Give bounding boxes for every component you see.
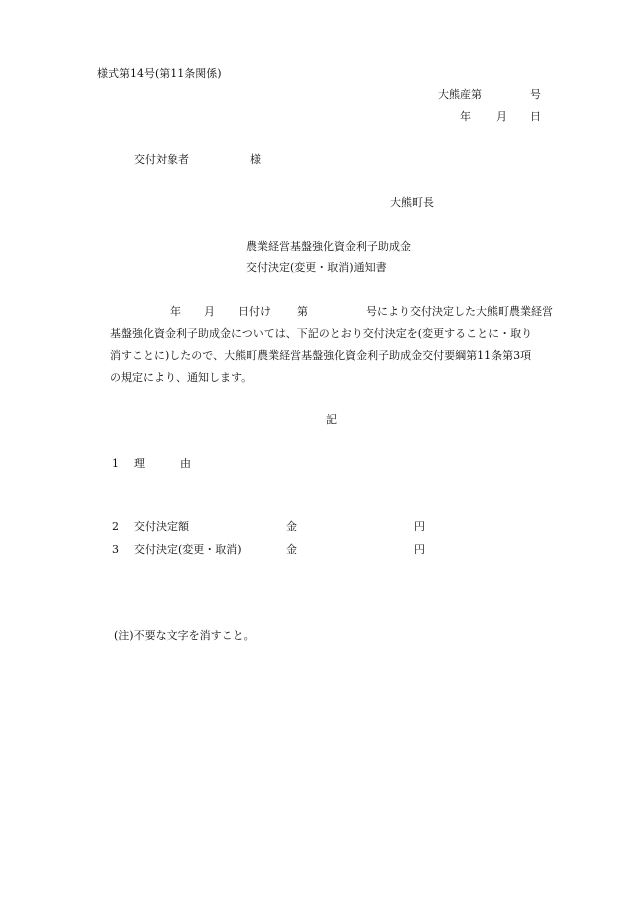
item-2-number: 2 [112,520,119,533]
document-title-line2: 交付決定(変更・取消)通知書 [246,261,387,274]
body-year: 年 [170,305,181,318]
document-title-line1: 農業経営基盤強化資金利子助成金 [246,240,411,253]
date-year: 年 [460,110,471,123]
item-2-label: 交付決定額 [134,520,189,533]
item-1-label-b: 由 [180,457,191,470]
note: (注)不要な文字を消すこと。 [114,629,255,642]
item-3-kin: 金 [286,543,297,556]
reference-number-suffix: 号 [530,88,541,101]
reference-number-prefix: 大熊産第 [438,88,482,101]
body-month: 月 [204,305,215,318]
item-3-yen: 円 [414,543,425,556]
body-number-prefix: 第 [297,305,308,318]
date-day: 日 [530,110,541,123]
ki-heading: 記 [326,413,337,426]
item-1-label-a: 理 [134,457,145,470]
body-paragraph [110,301,580,389]
item-1-number: 1 [112,457,119,470]
body-line-2: 基盤強化資金利子助成金については、下記のとおり交付決定を(変更することに・取り [110,327,533,340]
body-line-1 [110,301,580,323]
body-line-3: 消すことに)したので、大熊町農業経営基盤強化資金利子助成金交付要綱第11条第3項 [110,349,532,362]
body-line-1-rest: 号により交付決定した大熊町農業経営 [366,305,553,318]
addressee-label: 交付対象者 [134,153,189,166]
form-number: 様式第14号(第11条関係) [97,67,222,80]
addressee-honorific: 様 [250,153,261,166]
item-2-kin: 金 [286,520,297,533]
body-line-4: の規定により、通知します。 [110,371,253,384]
item-3-label: 交付決定(変更・取消) [134,543,242,556]
body-day-dated: 日付け [238,305,271,318]
item-2-yen: 円 [414,520,425,533]
issuer-name: 大熊町長 [390,196,434,209]
item-3-number: 3 [112,543,119,556]
date-month: 月 [496,110,507,123]
